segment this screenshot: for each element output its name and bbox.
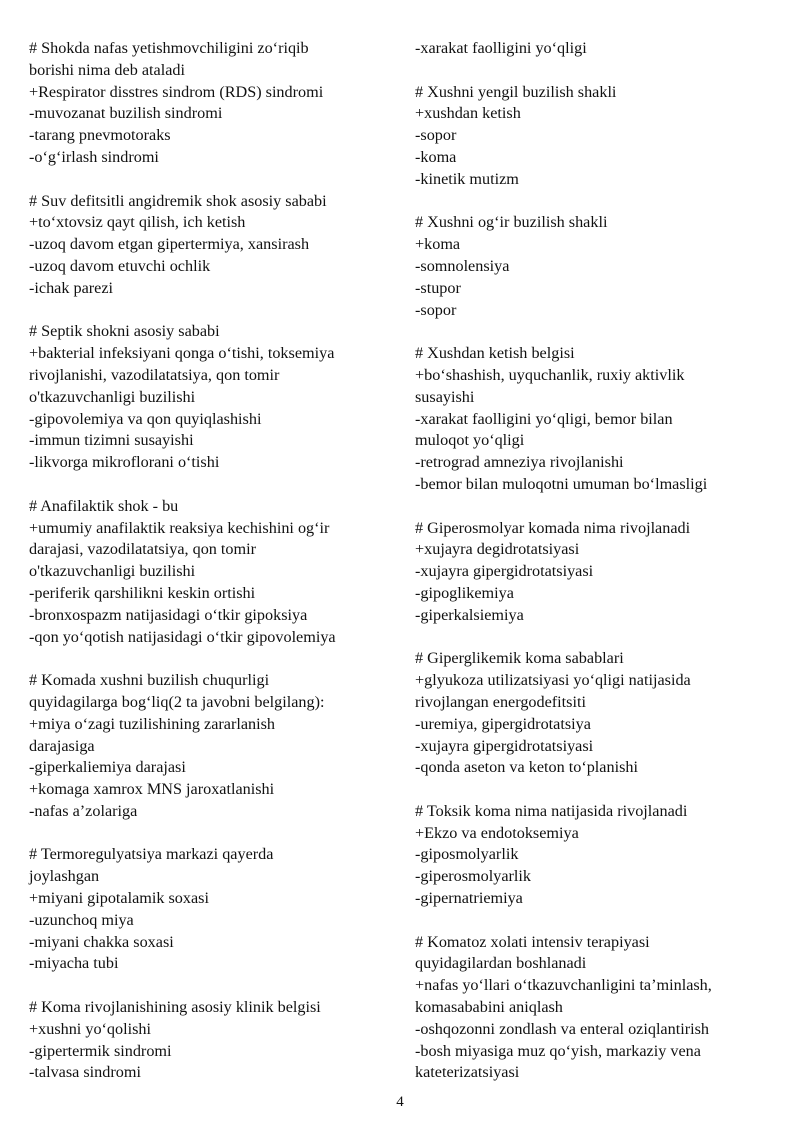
wrong-answer-line: -uzunchoq miya	[29, 910, 134, 929]
wrong-answer-line: -retrograd amneziya rivojlanishi	[415, 453, 624, 472]
correct-answer-line: +bo‘shashish, uyquchanlik, ruxiy aktivlik	[415, 365, 685, 384]
continuation-line: susayishi	[415, 387, 475, 406]
wrong-answer-line: -gipernatriemiya	[415, 889, 523, 908]
left-column	[29, 38, 399, 1106]
question-text: # Komada xushni buzilish chuqurligi	[29, 671, 270, 690]
right-column	[415, 38, 785, 1106]
wrong-answer-line: -bosh miyasiga muz qo‘yish, markaziy vena	[415, 1041, 701, 1060]
question-text: # Anafilaktik shok - bu	[29, 496, 179, 515]
wrong-answer-line: -periferik qarshilikni keskin ortishi	[29, 583, 256, 602]
question-block	[415, 648, 785, 779]
wrong-answer-line: -gipoglikemiya	[415, 583, 514, 602]
correct-answer-line: +glyukoza utilizatsiyasi yo‘qligi natijasida	[415, 671, 691, 690]
wrong-answer-line: -miyani chakka soxasi	[29, 932, 174, 951]
wrong-answer-line: -muvozanat buzilish sindromi	[29, 104, 223, 123]
wrong-answer-line: -somnolensiya	[415, 256, 510, 275]
question-block	[415, 932, 785, 1085]
correct-answer-line: +xujayra degidrotatsiyasi	[415, 540, 580, 559]
correct-answer-line: +bakterial infeksiyani qonga o‘tishi, toksemiya	[29, 344, 335, 363]
correct-answer-line: +koma	[415, 235, 461, 254]
wrong-answer-line: -xujayra gipergidrotatsiyasi	[415, 562, 594, 581]
continuation-line: muloqot yo‘qligi	[415, 431, 525, 450]
question-block	[29, 321, 399, 474]
continuation-line: o'tkazuvchanligi buzilishi	[29, 387, 196, 406]
wrong-answer-line: -uremiya, gipergidrotatsiya	[415, 714, 591, 733]
wrong-answer-line: -giposmolyarlik	[415, 845, 519, 864]
continuation-line: rivojlangan energodefitsiti	[415, 692, 586, 711]
wrong-answer-line: -gipertermik sindromi	[29, 1041, 172, 1060]
continuation-line: darajasi, vazodilatatsiya, qon tomir	[29, 540, 257, 559]
question-text: # Xushdan ketish belgisi	[415, 344, 575, 363]
correct-answer-line: +xushdan ketish	[415, 104, 521, 123]
continuation-line: rivojlanishi, vazodilatatsiya, qon tomir	[29, 365, 280, 384]
continuation-line: quyidagilardan boshlanadi	[415, 954, 587, 973]
question-block	[29, 191, 399, 300]
question-block	[415, 38, 785, 60]
wrong-answer-line: -bemor bilan muloqotni umuman bo‘lmasligi	[415, 474, 708, 493]
wrong-answer-line: -giperosmolyarlik	[415, 867, 531, 886]
question-text: # Termoregulyatsiya markazi qayerda	[29, 845, 274, 864]
question-block	[29, 38, 399, 169]
correct-answer-line: +Ekzo va endotoksemiya	[415, 823, 579, 842]
continuation-line: o'tkazuvchanligi buzilishi	[29, 562, 196, 581]
continuation-line: joylashgan	[29, 867, 100, 886]
continuation-line: quyidagilarga bog‘liq(2 ta javobni belgilang):	[29, 692, 325, 711]
wrong-answer-line: -stupor	[415, 278, 461, 297]
correct-answer-line: +komaga xamrox MNS jaroxatlanishi	[29, 780, 275, 799]
wrong-answer-line: -giperkaliemiya darajasi	[29, 758, 186, 777]
wrong-answer-line: -qon yo‘qotish natijasidagi o‘tkir gipovolemiya	[29, 627, 336, 646]
question-block	[415, 801, 785, 910]
question-text: # Toksik koma nima natijasida rivojlanadi	[415, 801, 688, 820]
wrong-answer-line: -nafas a’zolariga	[29, 801, 138, 820]
wrong-answer-line: -koma	[415, 147, 457, 166]
wrong-answer-line: -sopor	[415, 300, 457, 319]
question-text: # Xushni yengil buzilish shakli	[415, 82, 617, 101]
wrong-answer-line: -o‘g‘irlash sindromi	[29, 147, 159, 166]
wrong-answer-line: -xarakat faolligini yo‘qligi	[415, 39, 587, 57]
wrong-answer-line: -talvasa sindromi	[29, 1063, 141, 1082]
question-text: # Xushni og‘ir buzilish shakli	[415, 213, 608, 232]
correct-answer-line: +xushni yo‘qolishi	[29, 1019, 151, 1038]
wrong-answer-line: -oshqozonni zondlash va enteral oziqlantirish	[415, 1019, 709, 1038]
continuation-line: kateterizatsiyasi	[415, 1063, 520, 1082]
wrong-answer-line: -giperkalsiemiya	[415, 605, 524, 624]
question-text: # Koma rivojlanishining asosiy klinik belgisi	[29, 998, 321, 1017]
wrong-answer-line: -ichak parezi	[29, 278, 114, 297]
page-number: 4	[396, 1094, 404, 1110]
wrong-answer-line: -xujayra gipergidrotatsiyasi	[415, 736, 594, 755]
question-text: # Shokda nafas yetishmovchiligini zo‘riqib	[29, 39, 309, 57]
correct-answer-line: +umumiy anafilaktik reaksiya kechishini og‘ir	[29, 518, 330, 537]
question-block	[415, 343, 785, 496]
continuation-line: borishi nima deb ataladi	[29, 60, 185, 79]
correct-answer-line: +Respirator disstres sindrom (RDS) sindromi	[29, 82, 324, 101]
question-block	[415, 82, 785, 191]
question-block	[415, 518, 785, 627]
correct-answer-line: +to‘xtovsiz qayt qilish, ich ketish	[29, 213, 246, 232]
continuation-line: komasababini aniqlash	[415, 998, 563, 1017]
question-block	[29, 670, 399, 823]
wrong-answer-line: -tarang pnevmotoraks	[29, 126, 171, 145]
wrong-answer-line: -kinetik mutizm	[415, 169, 519, 188]
question-block	[29, 496, 399, 649]
correct-answer-line: +miyani gipotalamik soxasi	[29, 889, 209, 908]
wrong-answer-line: -qonda aseton va keton to‘planishi	[415, 758, 638, 777]
wrong-answer-line: -gipovolemiya va qon quyiqlashishi	[29, 409, 262, 428]
question-text: # Giperosmolyar komada nima rivojlanadi	[415, 518, 691, 537]
question-text: # Komatoz xolati intensiv terapiyasi	[415, 932, 650, 951]
correct-answer-line: +nafas yo‘llari o‘tkazuvchanligini ta’minlash,	[415, 976, 712, 995]
question-block	[415, 212, 785, 321]
question-text: # Septik shokni asosiy sababi	[29, 322, 220, 341]
wrong-answer-line: -uzoq davom etgan gipertermiya, xansirash	[29, 235, 310, 254]
continuation-line: darajasiga	[29, 736, 95, 755]
wrong-answer-line: -miyacha tubi	[29, 954, 119, 973]
wrong-answer-line: -likvorga mikroflorani o‘tishi	[29, 453, 220, 472]
question-text: # Giperglikemik koma sabablari	[415, 649, 624, 668]
wrong-answer-line: -sopor	[415, 126, 457, 145]
question-block	[29, 844, 399, 975]
question-text: # Suv defitsitli angidremik shok asosiy sababi	[29, 191, 327, 210]
wrong-answer-line: -immun tizimni susayishi	[29, 431, 194, 450]
question-block	[29, 997, 399, 1084]
correct-answer-line: +miya o‘zagi tuzilishining zararlanish	[29, 714, 276, 733]
wrong-answer-line: -xarakat faolligini yo‘qligi, bemor bilan	[415, 409, 673, 428]
wrong-answer-line: -uzoq davom etuvchi ochlik	[29, 256, 211, 275]
wrong-answer-line: -bronxospazm natijasidagi o‘tkir gipoksiya	[29, 605, 308, 624]
